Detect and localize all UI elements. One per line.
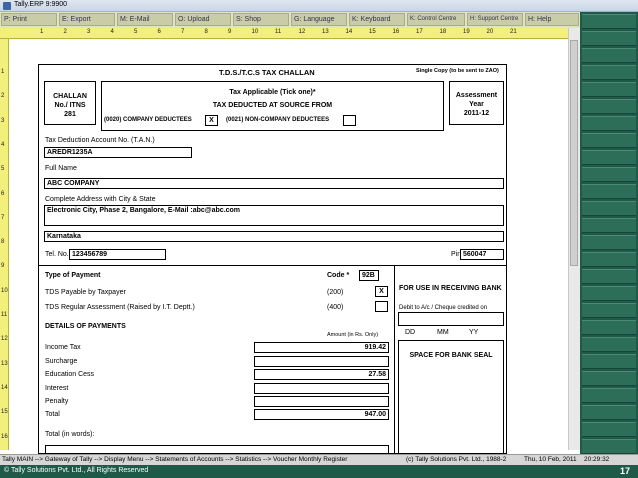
language-button[interactable]: G: Language bbox=[291, 13, 347, 26]
state-field[interactable]: Karnataka bbox=[44, 231, 504, 242]
ruler-number: 10 bbox=[1, 287, 8, 294]
right-panel-button[interactable] bbox=[582, 252, 636, 267]
ruler-number: 7 bbox=[1, 214, 5, 221]
export-button[interactable]: E: Export bbox=[59, 13, 115, 26]
assessment-year-value: 2011-12 bbox=[463, 110, 490, 117]
status-bar bbox=[0, 454, 638, 465]
details-of-payments-heading: DETAILS OF PAYMENTS bbox=[45, 323, 126, 330]
debit-label: Debit to A/c / Cheque credited on bbox=[399, 305, 488, 311]
yy-label: YY bbox=[469, 329, 479, 336]
horizontal-ruler bbox=[0, 28, 568, 39]
non-company-deductees-label: (0021) NON-COMPANY DEDUCTEES bbox=[226, 117, 330, 123]
ruler-number: 5 bbox=[134, 29, 138, 35]
right-panel-button[interactable] bbox=[582, 99, 636, 114]
assessment-year-box bbox=[449, 81, 504, 125]
ruler-number: 6 bbox=[1, 190, 5, 197]
right-panel-button[interactable] bbox=[582, 354, 636, 369]
code-label: Code * bbox=[327, 272, 350, 279]
tan-label: Tax Deduction Account No. (T.A.N.) bbox=[45, 137, 155, 144]
challan-no-line3: 281 bbox=[64, 111, 76, 118]
pin-field[interactable]: 560047 bbox=[460, 249, 504, 260]
ruler-number: 8 bbox=[204, 29, 208, 35]
ruler-number: 2 bbox=[1, 93, 5, 100]
education-cess-amount[interactable]: 27.58 bbox=[254, 369, 389, 380]
title-bar bbox=[0, 0, 638, 12]
ruler-number: 4 bbox=[1, 141, 5, 148]
assessment-line1: Assessment bbox=[455, 92, 498, 99]
tds-challan-form bbox=[38, 64, 507, 454]
education-cess-label: Education Cess bbox=[45, 371, 95, 378]
non-company-deductees-checkbox[interactable] bbox=[343, 115, 356, 126]
ruler-number: 10 bbox=[251, 29, 259, 35]
total-in-words-label: Total (in words): bbox=[45, 431, 95, 438]
keyboard-button[interactable]: K: Keyboard bbox=[349, 13, 405, 26]
right-panel-button[interactable] bbox=[582, 133, 636, 148]
email-button[interactable]: M: E-Mail bbox=[117, 13, 173, 26]
ruler-number: 12 bbox=[1, 336, 8, 343]
type-of-payment-label: Type of Payment bbox=[45, 272, 101, 279]
breadcrumb: Tally MAIN --> Gateway of Tally --> Display Menu --> Statements of Accounts --> Statistics --> Voucher Monthly Register bbox=[2, 456, 348, 463]
section-divider bbox=[39, 265, 506, 266]
bank-seal-label: SPACE FOR BANK SEAL bbox=[409, 352, 493, 359]
tds-payable-label: TDS Payable by Taxpayer bbox=[45, 289, 126, 296]
ruler-number: 3 bbox=[1, 117, 5, 124]
code-field[interactable]: 92B bbox=[359, 270, 379, 281]
right-button-panel bbox=[580, 12, 638, 464]
right-panel-button[interactable] bbox=[582, 167, 636, 182]
address-field[interactable]: Electronic City, Phase 2, Bangalore, E-Mail :abc@abc.com bbox=[44, 205, 504, 226]
vertical-ruler bbox=[0, 39, 9, 450]
right-panel-button[interactable] bbox=[582, 405, 636, 420]
status-copyright: (c) Tally Solutions Pvt. Ltd., 1988-2 bbox=[406, 456, 507, 463]
control-centre-button[interactable]: K: Control Centre bbox=[407, 13, 465, 26]
company-deductees-label: (0020) COMPANY DEDUCTEES bbox=[104, 117, 192, 123]
shop-button[interactable]: S: Shop bbox=[233, 13, 289, 26]
challan-heading: T.D.S./T.C.S TAX CHALLAN bbox=[219, 68, 315, 77]
right-panel-button[interactable] bbox=[582, 218, 636, 233]
right-panel-button[interactable] bbox=[582, 371, 636, 386]
ruler-number: 13 bbox=[1, 360, 8, 367]
full-name-label: Full Name bbox=[45, 165, 77, 172]
scrollbar-thumb[interactable] bbox=[570, 40, 578, 266]
surcharge-label: Surcharge bbox=[45, 358, 78, 365]
right-panel-button[interactable] bbox=[582, 184, 636, 199]
dd-label: DD bbox=[405, 329, 416, 336]
tds-regular-code: (400) bbox=[327, 304, 344, 311]
mm-label: MM bbox=[437, 329, 449, 336]
income-tax-label: Income Tax bbox=[45, 344, 81, 351]
total-label: Total bbox=[45, 411, 60, 418]
ruler-number: 2 bbox=[63, 29, 67, 35]
footer-number: 17 bbox=[620, 466, 631, 476]
ruler-number: 16 bbox=[392, 29, 400, 35]
assessment-line2: Year bbox=[469, 101, 484, 108]
copy-note: Single Copy (to be sent to ZAO) bbox=[416, 68, 499, 74]
ruler-number: 5 bbox=[1, 166, 5, 173]
top-button-bar bbox=[0, 12, 580, 28]
full-name-field[interactable]: ABC COMPANY bbox=[44, 178, 504, 189]
ruler-number: 13 bbox=[322, 29, 329, 35]
challan-number-box bbox=[44, 81, 96, 125]
right-panel-button[interactable] bbox=[582, 150, 636, 165]
ruler-number: 15 bbox=[1, 409, 8, 416]
pin-label: Pin bbox=[451, 251, 462, 258]
ruler-number: 20 bbox=[486, 29, 494, 35]
ruler-number: 15 bbox=[369, 29, 376, 35]
ruler-number: 16 bbox=[1, 433, 8, 440]
right-panel-button[interactable] bbox=[582, 235, 636, 250]
ruler-number: 1 bbox=[1, 69, 5, 75]
tds-payable-checkbox[interactable]: X bbox=[375, 286, 388, 297]
tds-regular-checkbox[interactable] bbox=[375, 301, 388, 312]
surcharge-amount[interactable] bbox=[254, 356, 389, 367]
tally-app-icon bbox=[3, 2, 11, 10]
footer-copyright: © Tally Solutions Pvt. Ltd., All Rights Reserved bbox=[4, 467, 149, 474]
ruler-number: 11 bbox=[1, 312, 8, 318]
right-panel-button[interactable] bbox=[582, 303, 636, 318]
right-panel-button[interactable] bbox=[582, 82, 636, 97]
total-amount[interactable]: 947.00 bbox=[254, 409, 389, 420]
ruler-number: 14 bbox=[1, 384, 8, 391]
right-panel-button[interactable] bbox=[582, 439, 636, 454]
ruler-number: 18 bbox=[439, 29, 447, 35]
bank-seal-box bbox=[398, 340, 504, 454]
tel-label: Tel. No. bbox=[45, 251, 69, 258]
ruler-number: 21 bbox=[510, 29, 517, 35]
interest-amount[interactable] bbox=[254, 383, 389, 394]
right-panel-button[interactable] bbox=[582, 116, 636, 131]
right-panel-button[interactable] bbox=[582, 286, 636, 301]
right-panel-button[interactable] bbox=[582, 31, 636, 46]
right-panel-button[interactable] bbox=[582, 269, 636, 284]
ruler-number: 14 bbox=[345, 29, 353, 35]
amount-header: Amount (in Rs. Only) bbox=[327, 332, 379, 338]
right-panel-button[interactable] bbox=[582, 388, 636, 403]
ruler-number: 4 bbox=[110, 29, 114, 35]
income-tax-amount[interactable]: 919.42 bbox=[254, 342, 389, 353]
tds-regular-label: TDS Regular Assessment (Raised by I.T. Deptt.) bbox=[45, 304, 195, 311]
right-panel-button[interactable] bbox=[582, 65, 636, 80]
tax-applicable-box bbox=[101, 81, 444, 131]
bank-column-divider bbox=[394, 265, 395, 455]
tel-field[interactable]: 123456789 bbox=[69, 249, 166, 260]
tan-field[interactable]: AREDR1235A bbox=[44, 147, 192, 158]
right-panel-button[interactable] bbox=[582, 14, 636, 29]
current-date: Thu, 10 Feb, 2011 bbox=[524, 456, 577, 463]
interest-label: Interest bbox=[45, 385, 69, 392]
debit-date-field[interactable] bbox=[398, 312, 504, 326]
ruler-number: 9 bbox=[1, 263, 5, 270]
ruler-number: 9 bbox=[228, 29, 232, 35]
help-button[interactable]: H: Help bbox=[525, 13, 579, 26]
support-centre-button[interactable]: H: Support Centre bbox=[467, 13, 523, 26]
right-panel-button[interactable] bbox=[582, 320, 636, 335]
right-panel-button[interactable] bbox=[582, 422, 636, 437]
tds-payable-code: (200) bbox=[327, 289, 344, 296]
window-title: Tally.ERP 9:9900 bbox=[14, 1, 68, 8]
footer-bar bbox=[0, 465, 638, 478]
ruler-number: 6 bbox=[157, 29, 161, 35]
ruler-number: 12 bbox=[298, 29, 306, 35]
penalty-label: Penalty bbox=[45, 398, 69, 405]
right-panel-button[interactable] bbox=[582, 201, 636, 216]
challan-no-line2: No./ ITNS bbox=[54, 102, 86, 109]
company-deductees-checkbox[interactable]: X bbox=[205, 115, 218, 126]
ruler-number: 8 bbox=[1, 239, 5, 246]
ruler-number: 3 bbox=[87, 29, 91, 35]
tax-deducted-label: TAX DEDUCTED AT SOURCE FROM bbox=[212, 102, 333, 109]
ruler-number: 1 bbox=[40, 29, 44, 35]
ruler-number: 17 bbox=[416, 29, 423, 35]
right-panel-button[interactable] bbox=[582, 337, 636, 352]
ruler-number: 11 bbox=[275, 29, 282, 35]
ruler-number: 19 bbox=[463, 29, 470, 35]
tax-applicable-label: Tax Applicable (Tick one)* bbox=[229, 89, 316, 96]
upload-button[interactable]: O: Upload bbox=[175, 13, 231, 26]
challan-no-line1: CHALLAN bbox=[53, 93, 87, 100]
ruler-number: 7 bbox=[181, 29, 185, 35]
address-label: Complete Address with City & State bbox=[45, 196, 156, 203]
current-time: 20:29:32 bbox=[584, 456, 610, 463]
right-panel-button[interactable] bbox=[582, 48, 636, 63]
print-button[interactable]: P: Print bbox=[1, 13, 57, 26]
penalty-amount[interactable] bbox=[254, 396, 389, 407]
bank-use-heading: FOR USE IN RECEIVING BANK bbox=[399, 285, 502, 292]
